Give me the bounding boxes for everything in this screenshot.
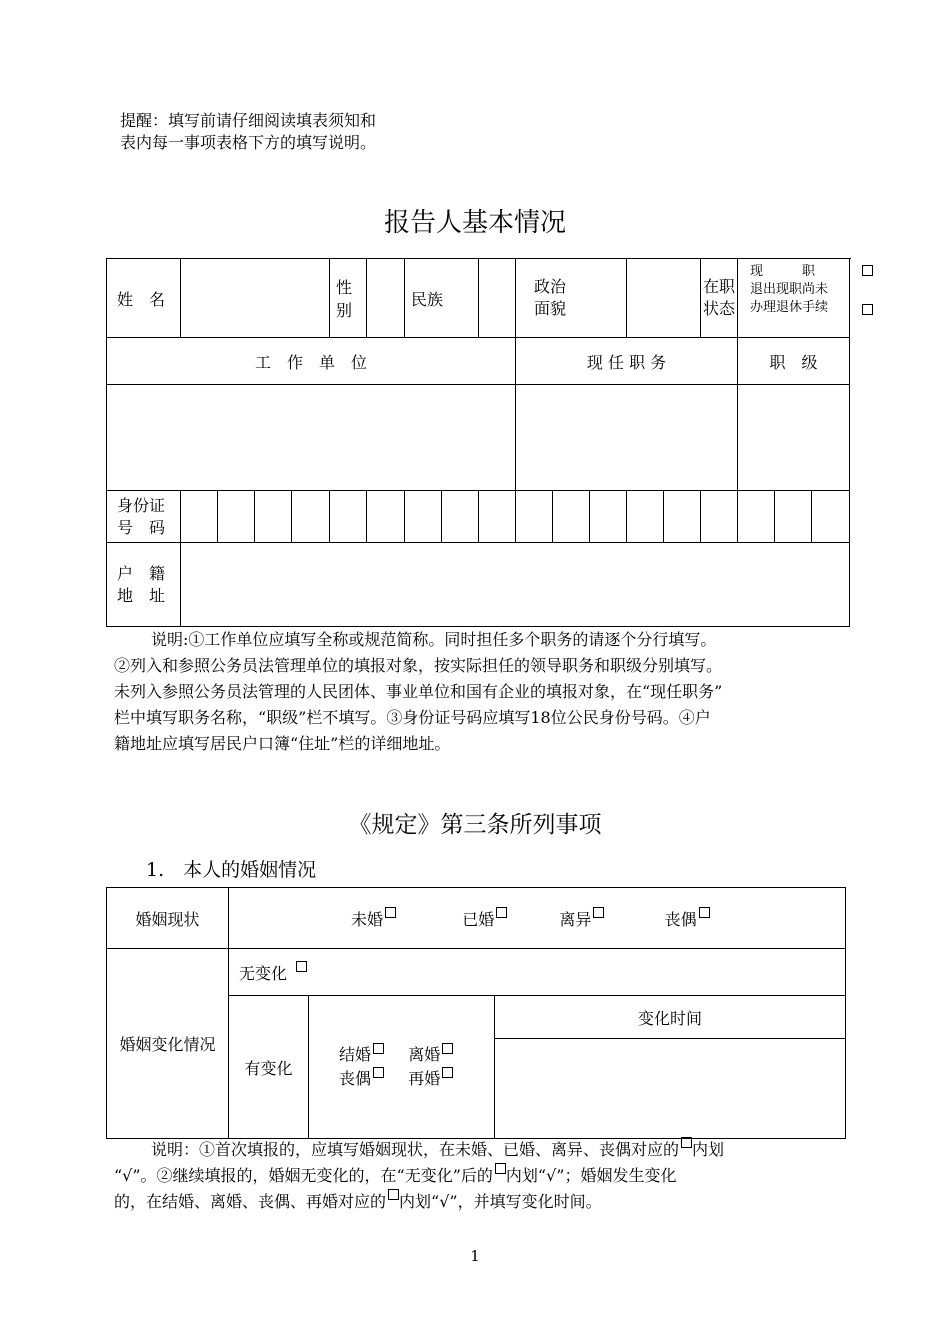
employment-status-label [701,259,738,338]
current-post-value[interactable] [516,385,738,491]
section-title-article-3: 《规定》第三条所列事项 [348,812,602,838]
id-digit-cell[interactable] [738,491,775,543]
current-post-header: 现 任 职 务 [516,338,738,385]
marital-section-heading: 1. 本人的婚姻情况 [146,859,317,881]
status-option-retiring-line-1: 退出现职尚未 [750,282,829,297]
hukou-label-line-2: 地 址 [117,585,166,605]
status-label-line-2: 状态 [703,299,736,318]
note-line: 说明：①首次填报的，应填写婚姻现状，在未婚、已婚、离异、丧偶对应的 [151,1140,680,1159]
option-divorced: 离异 [559,909,592,929]
note-checkbox-symbol [495,1163,506,1174]
note-checkbox-symbol [388,1189,399,1200]
option-remarriage: 再婚 [408,1069,441,1088]
unmarried-checkbox[interactable] [385,907,396,918]
political-affiliation-value[interactable] [627,259,701,338]
marital-note [114,1137,894,1215]
id-digit-cell[interactable] [442,491,479,543]
id-digit-cell[interactable] [181,491,218,543]
hukou-label-line-1: 户 籍 [117,563,166,583]
id-digit-cell[interactable] [479,491,516,543]
id-digit-cell[interactable] [701,491,738,543]
option-unmarried: 未婚 [351,909,384,929]
hukou-address-value[interactable] [181,543,850,627]
remarriage-checkbox[interactable] [442,1067,453,1078]
fill-reminder [120,110,376,154]
divorce-checkbox[interactable] [442,1043,453,1054]
note-line: 的，在结婚、离婚、丧偶、再婚对应的 [114,1192,387,1211]
id-digit-cell[interactable] [627,491,664,543]
status-option-retiring-line-2: 办理退休手续 [750,300,829,315]
changed-label: 有变化 [229,996,309,1139]
name-label: 姓 名 [107,259,181,338]
ethnicity-label: 民族 [405,259,479,338]
work-unit-value[interactable] [107,385,516,491]
name-value[interactable] [181,259,330,338]
status-option-current: 现 职 [750,264,816,279]
id-digit-cell[interactable] [367,491,405,543]
option-widowed-change: 丧偶 [339,1069,372,1088]
id-label-line-2: 号 码 [117,517,166,537]
id-digit-cell[interactable] [218,491,255,543]
ethnicity-value[interactable] [479,259,516,338]
page-number: 1 [470,1247,480,1265]
employment-status-options [738,259,850,338]
section-title-basic-info: 报告人基本情况 [383,208,566,238]
marital-status-label: 婚姻现状 [107,888,229,949]
reminder-line-1: 提醒：填写前请仔细阅读填表须知和 [120,111,377,130]
id-digit-cell[interactable] [255,491,292,543]
note-checkbox-symbol [681,1137,692,1148]
no-change-cell [229,949,846,996]
political-affiliation-label [516,259,627,338]
id-digit-cell[interactable] [553,491,590,543]
marriage-checkbox[interactable] [373,1043,384,1054]
option-widowed: 丧偶 [664,909,697,929]
note-line: 说明:①工作单位应填写全称或规范简称。同时担任多个职务的请逐个分行填写。 [151,630,717,649]
note-line: 未列入参照公务员法管理的人民团体、事业单位和国有企业的填报对象，在“现任职务” [114,682,723,701]
status-label-line-1: 在职 [703,277,736,296]
political-label-line-2: 面貌 [534,299,567,318]
no-change-checkbox[interactable] [296,961,307,972]
hukou-address-label [107,543,181,627]
id-digit-cell[interactable] [516,491,553,543]
basic-info-note [114,627,904,757]
id-number-label [107,491,181,543]
id-digit-cell[interactable] [664,491,701,543]
id-digit-cell[interactable] [812,491,850,543]
option-divorce: 离婚 [408,1045,441,1064]
id-digit-cell[interactable] [775,491,812,543]
rank-header: 职 级 [738,338,850,385]
divorced-checkbox[interactable] [593,907,604,918]
marital-status-table [106,887,846,1139]
widowed-change-checkbox[interactable] [373,1067,384,1078]
id-digit-cell[interactable] [330,491,367,543]
change-time-header: 变化时间 [495,996,846,1039]
married-checkbox[interactable] [496,907,507,918]
status-current-checkbox[interactable] [862,265,873,276]
id-digit-cell[interactable] [405,491,442,543]
widowed-checkbox[interactable] [699,907,710,918]
marital-change-label: 婚姻变化情况 [107,949,229,1139]
change-type-options [309,996,495,1139]
gender-value[interactable] [367,259,405,338]
marital-status-options [229,888,846,949]
id-digit-cell[interactable] [292,491,330,543]
note-line: 籍地址应填写居民户口簿“住址”栏的详细地址。 [114,734,451,753]
note-line: 内划 [692,1140,725,1159]
option-marriage: 结婚 [339,1045,372,1064]
political-label-line-1: 政治 [534,277,567,296]
basic-info-table [106,258,850,627]
no-change-label: 无变化 [239,963,288,983]
gender-label: 性别 [330,259,367,338]
reminder-line-2: 表内每一事项表格下方的填写说明。 [120,133,377,152]
note-line: 栏中填写职务名称，“职级”栏不填写。③身份证号码应填写18位公民身份号码。④户 [114,708,711,727]
status-retiring-checkbox[interactable] [862,304,873,315]
note-line: 内划“√”，并填写变化时间。 [399,1192,602,1211]
change-time-value[interactable] [495,1039,846,1139]
note-line: “√”。②继续填报的，婚姻无变化的，在“无变化”后的 [114,1166,493,1185]
id-digit-cell[interactable] [590,491,627,543]
note-line: 内划“√”；婚姻发生变化 [505,1166,677,1185]
note-line: ②列入和参照公务员法管理单位的填报对象，按实际担任的领导职务和职级分别填写。 [114,656,723,675]
rank-value[interactable] [738,385,850,491]
work-unit-header: 工 作 单 位 [107,338,516,385]
option-married: 已婚 [462,909,495,929]
id-label-line-1: 身份证 [117,495,166,515]
